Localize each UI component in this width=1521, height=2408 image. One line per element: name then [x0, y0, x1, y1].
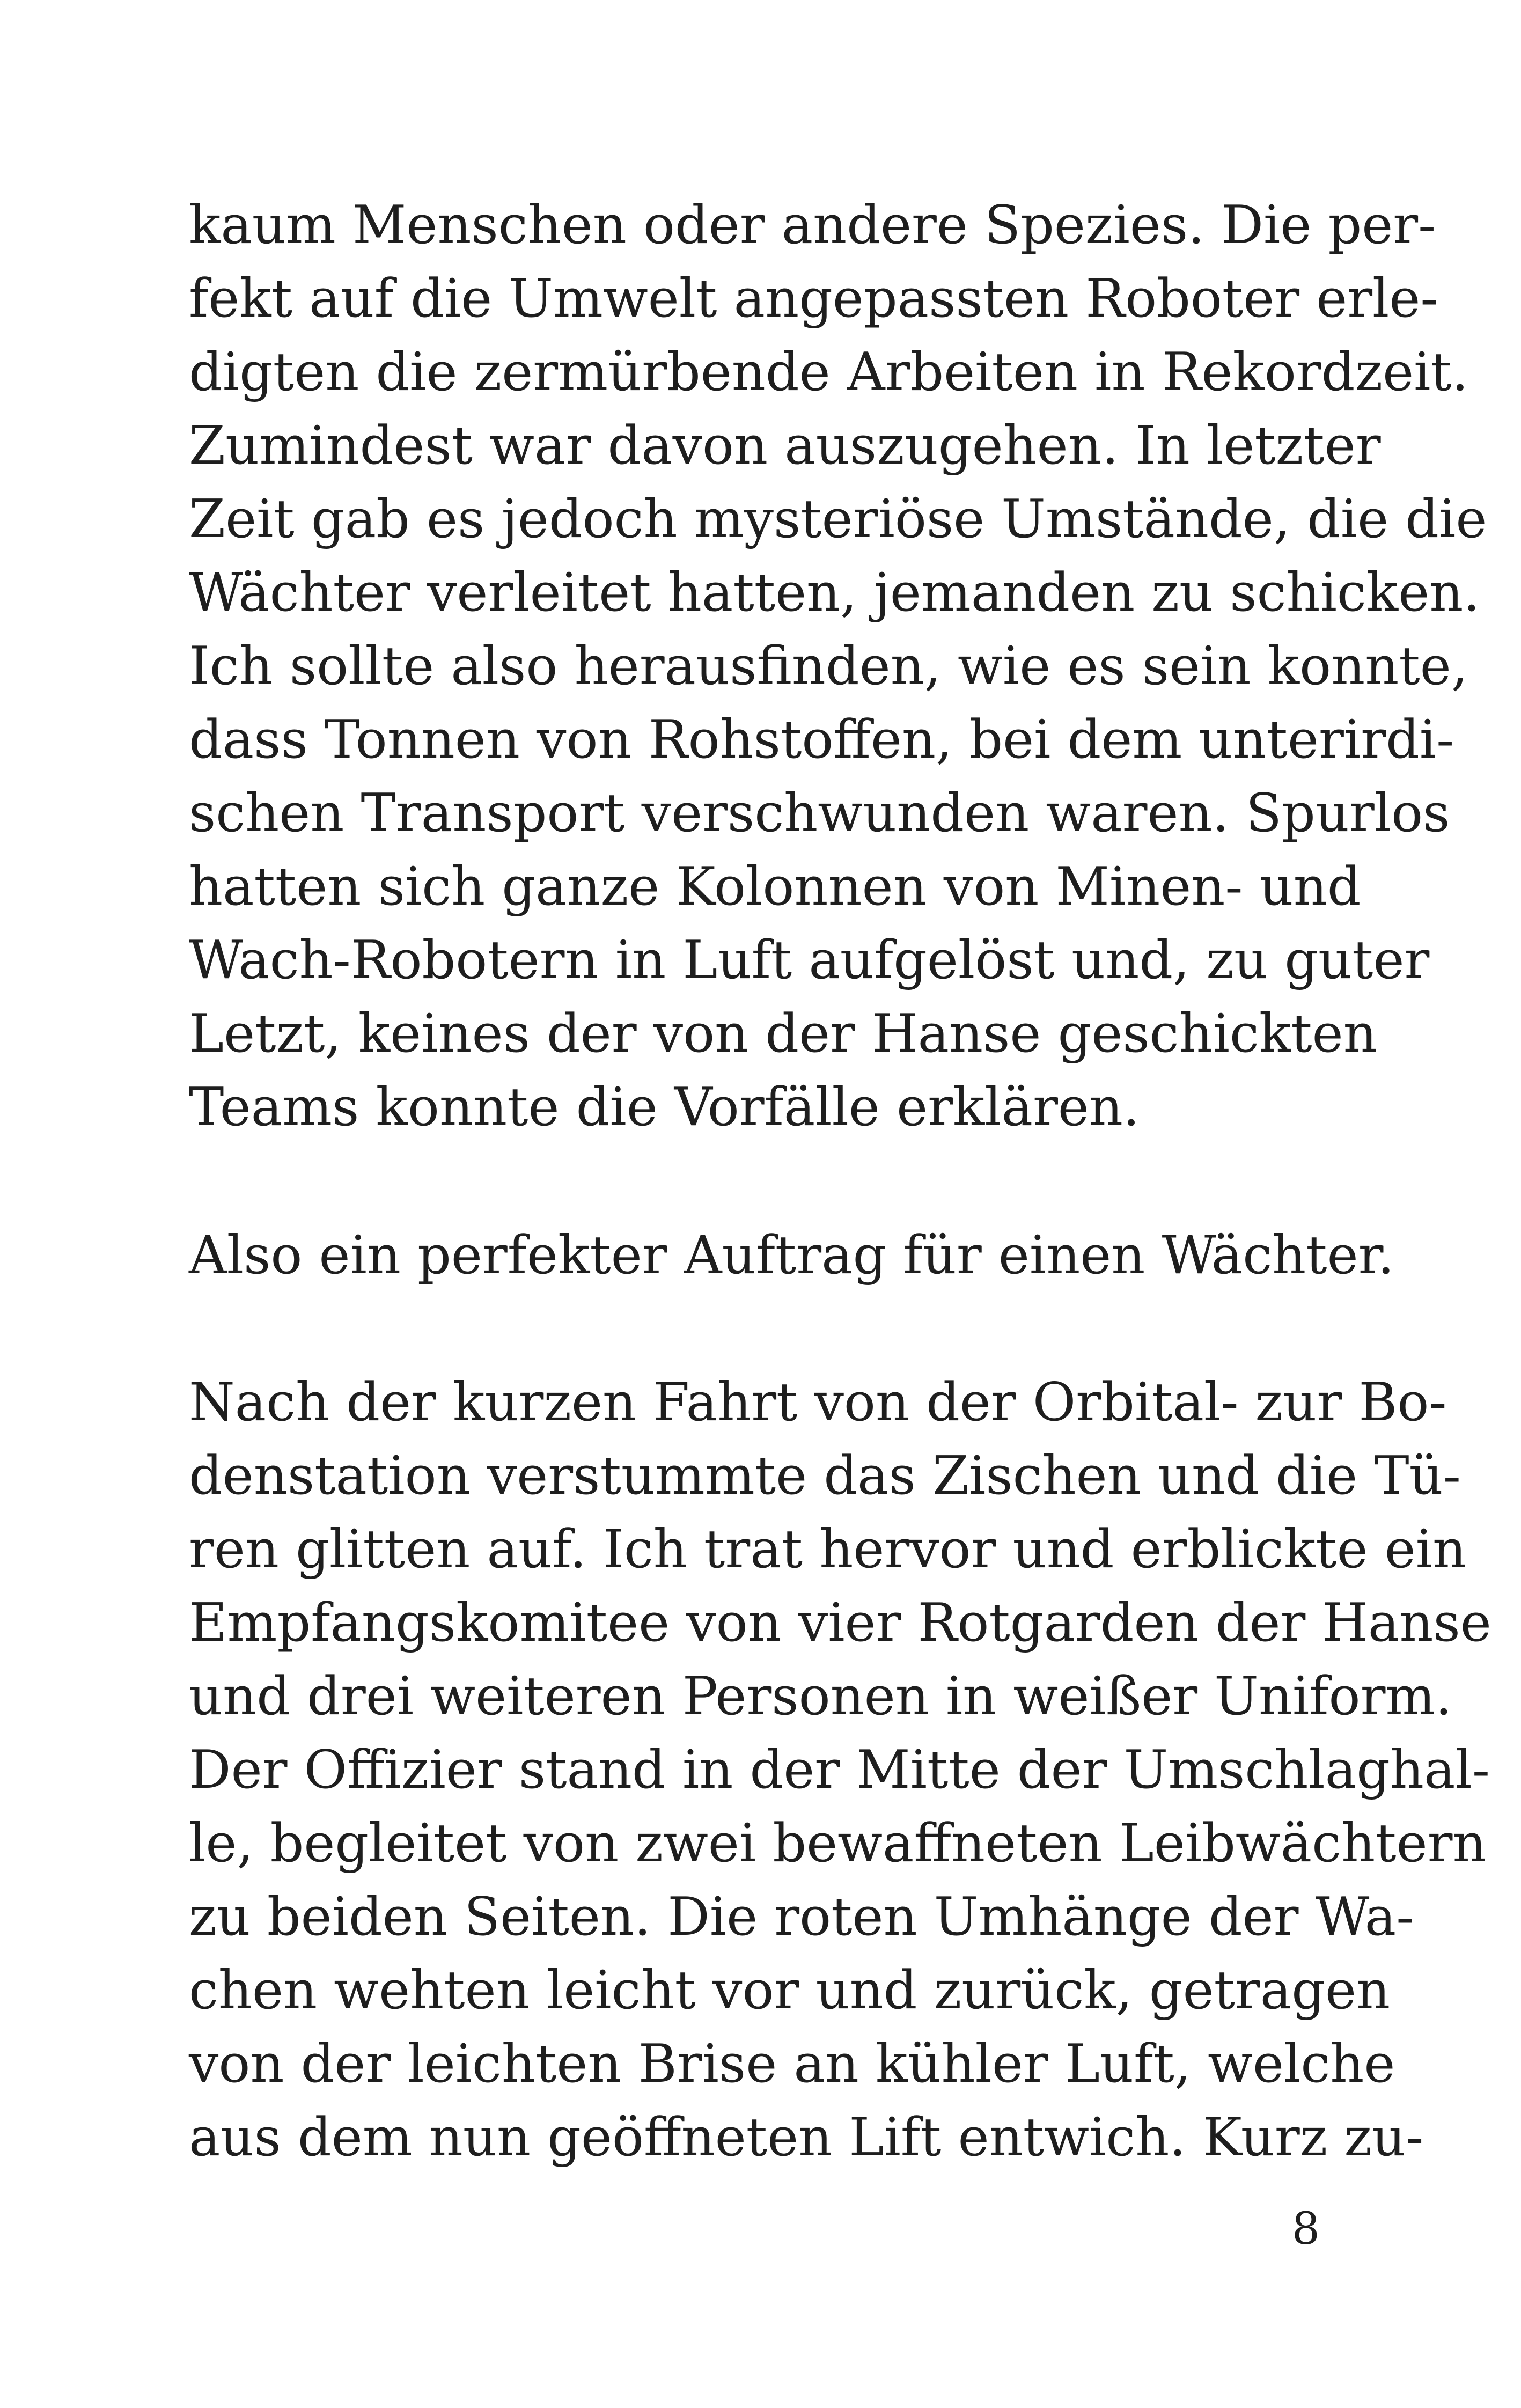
text-line: von der leichten Brise an kühler Luft, welche [189, 2033, 1395, 2095]
text-line: Teams konnte die Vorfälle erklären. [189, 1077, 1140, 1138]
paragraph-1 [189, 189, 1487, 1144]
text-line: ren glitten auf. Ich trat hervor und erblickte ein [189, 1519, 1467, 1580]
text-line: Also ein perfekter Auftrag für einen Wächter. [189, 1225, 1394, 1286]
text-line: dass Tonnen von Rohstoffen, bei dem unterirdi- [189, 709, 1454, 770]
paragraph-3 [189, 1366, 1491, 2175]
text-line: kaum Menschen oder andere Spezies. Die per- [189, 195, 1436, 256]
text-line: Empfangskomitee von vier Rotgarden der Hanse [189, 1592, 1491, 1654]
text-line: Ich sollte also herausfinden, wie es sein konnte, [189, 636, 1468, 697]
text-line: le, begleitet von zwei bewaffneten Leibwächtern [189, 1813, 1487, 1874]
text-line: aus dem nun geöffneten Lift entwich. Kurz zu- [189, 2107, 1424, 2168]
text-line: und drei weiteren Personen in weißer Uniform. [189, 1666, 1452, 1727]
text-line: Zumindest war davon auszugehen. In letzter [189, 415, 1381, 476]
text-line: schen Transport verschwunden waren. Spurlos [189, 783, 1450, 844]
text-line: chen wehten leicht vor und zurück, getragen [189, 1960, 1391, 2021]
text-line: Wach-Robotern in Luft aufgelöst und, zu guter [189, 930, 1430, 991]
text-line: Der Offizier stand in der Mitte der Umschlaghal- [189, 1739, 1490, 1801]
text-line: hatten sich ganze Kolonnen von Minen- und [189, 856, 1361, 917]
text-line: Wächter verleitet hatten, jemanden zu schicken. [189, 562, 1480, 623]
text-line: Nach der kurzen Fahrt von der Orbital- zur Bo- [189, 1372, 1447, 1433]
page-number: 8 [1291, 2204, 1320, 2255]
text-line: zu beiden Seiten. Die roten Umhänge der Wa- [189, 1886, 1414, 1948]
text-line: Letzt, keines der von der Hanse geschickten [189, 1003, 1377, 1064]
paragraph-2 [189, 1219, 1394, 1293]
text-line: Zeit gab es jedoch mysteriöse Umstände, die die [189, 489, 1487, 550]
text-line: fekt auf die Umwelt angepassten Roboter erle- [189, 268, 1438, 329]
text-line: digten die zermürbende Arbeiten in Rekordzeit. [189, 342, 1468, 403]
text-line: denstation verstummte das Zischen und die Tü- [189, 1445, 1461, 1507]
